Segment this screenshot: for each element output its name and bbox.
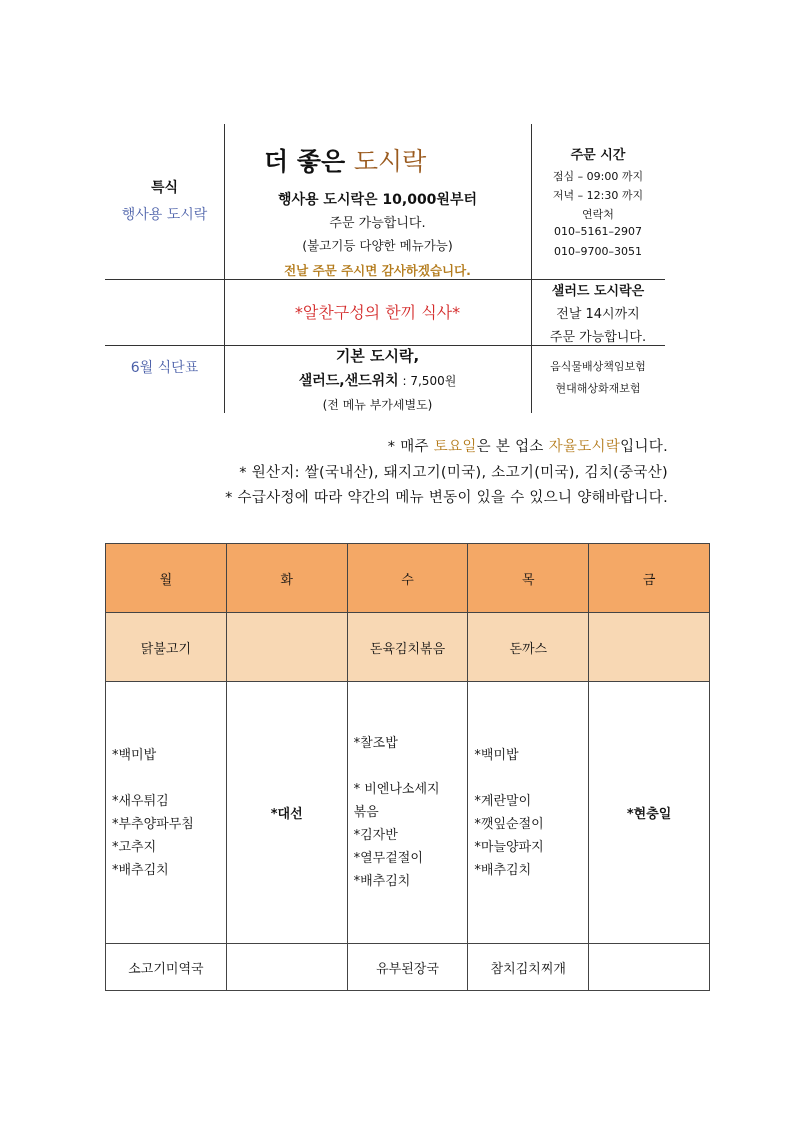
day-wednesday: 수 <box>347 544 468 613</box>
supply-note: * 수급사정에 따라 약간의 메뉴 변동이 있을 수 있으니 양해바랍니다. <box>225 490 668 506</box>
side-item: *배추김치 <box>353 874 411 889</box>
day-header-row <box>106 544 710 613</box>
weekly-menu-table <box>105 543 710 991</box>
event-order-line: 주문 가능합니다. <box>329 216 426 231</box>
soup-monday: 소고기미역국 <box>106 944 227 991</box>
side-item: *배추김치 <box>474 862 532 878</box>
side-item: 볶음 <box>353 805 379 820</box>
soup-tuesday <box>226 944 347 991</box>
side-item: *부추양파무침 <box>112 816 194 832</box>
day-tuesday: 화 <box>226 544 347 613</box>
soup-row <box>106 944 710 991</box>
basic-lunchbox-line: 기본 도시락, <box>335 347 420 365</box>
soup-friday <box>589 944 710 991</box>
contact-label: 연락처 <box>582 208 614 221</box>
order-dinner-time: 저녁 – 12:30 까지 <box>552 189 644 202</box>
saturday-note: * 매주 토요일은 본 업소 자율도시락입니다. <box>387 439 668 455</box>
side-item: * 비엔나소세지 <box>353 782 440 797</box>
main-monday: 닭불고기 <box>106 613 227 682</box>
side-list <box>348 732 468 893</box>
side-item: *백미밥 <box>474 747 519 763</box>
sides-wednesday <box>347 682 468 944</box>
main-dish-row <box>106 613 710 682</box>
side-list <box>468 744 588 882</box>
sides-thursday <box>468 682 589 944</box>
side-item: *백미밥 <box>112 747 157 763</box>
side-item: *열무겉절이 <box>353 851 423 866</box>
phone-2[interactable]: 010–9700–3051 <box>554 245 642 258</box>
insurance-type: 음식물배상책임보험 <box>550 360 646 373</box>
day-monday: 월 <box>106 544 227 613</box>
side-item: *찰조밥 <box>353 736 398 751</box>
side-list <box>106 744 226 882</box>
main-thursday: 돈까스 <box>468 613 589 682</box>
side-item: *고추지 <box>112 839 157 855</box>
day-friday: 금 <box>589 544 710 613</box>
month-menu-title: 6월 식단표 <box>130 360 199 376</box>
salad-notice-order: 주문 가능합니다. <box>549 330 647 345</box>
soup-thursday: 참치김치찌개 <box>468 944 589 991</box>
salad-notice-deadline: 전날 14시까지 <box>556 307 640 322</box>
side-dish-row <box>106 682 710 944</box>
main-friday <box>589 613 710 682</box>
side-item: *계란말이 <box>474 793 532 809</box>
side-item: *깻잎순절이 <box>474 816 544 832</box>
event-lunchbox-label: 행사용 도시락 <box>121 207 208 223</box>
side-item <box>354 755 468 778</box>
sides-friday: *현충일 <box>589 682 710 944</box>
salad-notice-title: 샐러드 도시락은 <box>551 284 645 299</box>
origin-note: * 원산지: 쌀(국내산), 돼지고기(미국), 소고기(미국), 김치(중국산) <box>239 465 668 481</box>
brand-title: 더 좋은 도시락 <box>264 147 427 176</box>
basic-price-line: 샐러드,샌드위치 : 7,500원 <box>298 373 457 389</box>
side-item: *마늘양파지 <box>474 839 544 855</box>
event-thanks-line: 전날 주문 주시면 감사하겠습니다. <box>284 263 471 278</box>
special-title: 특식 <box>150 180 179 196</box>
sides-monday <box>106 682 227 944</box>
sides-tuesday: *대선 <box>226 682 347 944</box>
main-wednesday: 돈육김치볶음 <box>347 613 468 682</box>
side-item: *김자반 <box>353 828 398 843</box>
side-item <box>112 767 226 790</box>
event-variety-line: (불고기등 다양한 메뉴가능) <box>302 238 453 253</box>
phone-1[interactable]: 010–5161–2907 <box>554 225 642 238</box>
soup-wednesday: 유부된장국 <box>347 944 468 991</box>
slogan: *알찬구성의 한끼 식사* <box>294 303 461 322</box>
side-item: *배추김치 <box>112 862 169 878</box>
side-item: *새우튀김 <box>112 793 169 809</box>
day-thursday: 목 <box>468 544 589 613</box>
insurance-company: 현대해상화재보험 <box>555 382 641 395</box>
order-time-title: 주문 시간 <box>570 148 626 163</box>
vat-note: (전 메뉴 부가세별도) <box>322 398 433 412</box>
event-price-line: 행사용 도시락은 10,000원부터 <box>277 192 477 208</box>
side-item <box>474 767 588 790</box>
main-tuesday <box>226 613 347 682</box>
order-lunch-time: 점심 – 09:00 까지 <box>552 170 644 183</box>
